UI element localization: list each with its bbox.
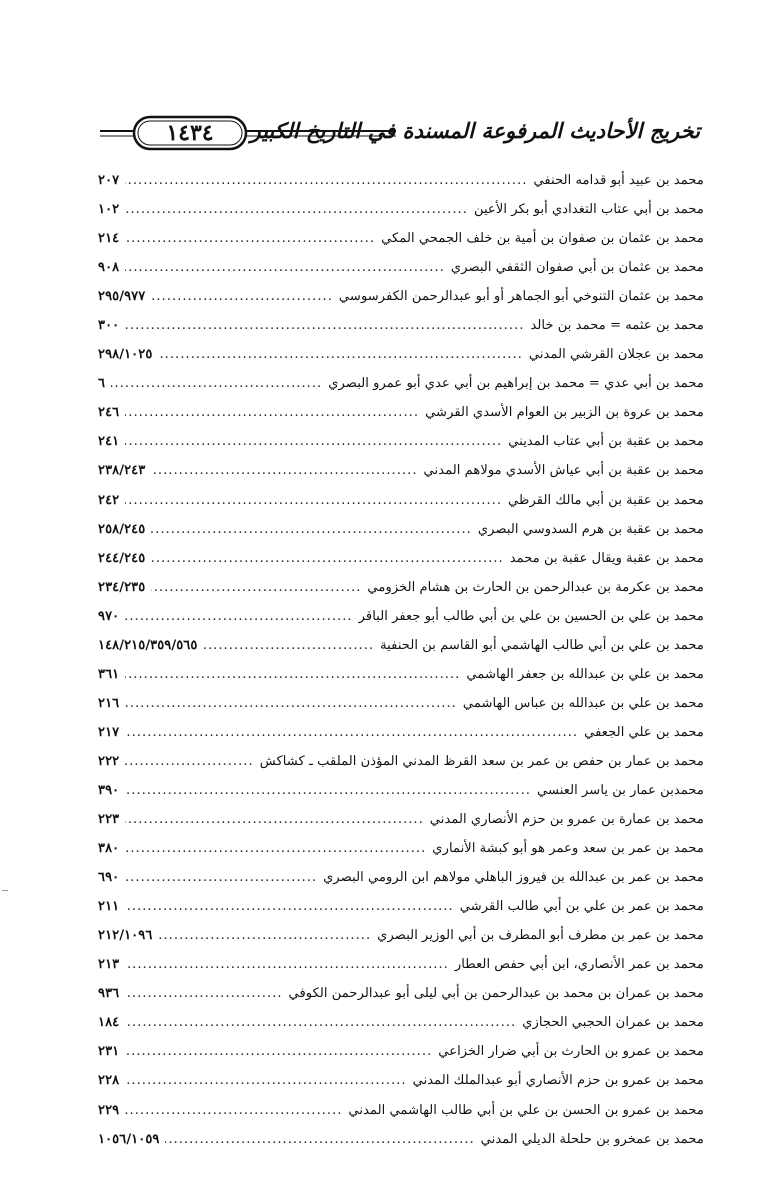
index-entry	[98, 282, 704, 311]
index-entry	[98, 486, 704, 515]
index-entry	[98, 1096, 704, 1125]
entry-name: محمد بن عمران الحجبي الحجازي	[522, 1015, 704, 1031]
entry-references: ٢٠٧	[98, 173, 120, 188]
entry-references: ٢٢٢	[98, 753, 120, 769]
index-entry	[98, 602, 704, 631]
entry-references: ٢٩٨/١٠٢٥	[98, 347, 153, 363]
entry-name: محمد بن عمر بن علي بن أبي طالب القرشي	[459, 899, 704, 915]
dot-leader	[125, 166, 527, 195]
dot-leader	[125, 689, 457, 718]
index-entry	[98, 1125, 704, 1154]
entry-name: محمد بن عجلان القرشي المدني	[528, 347, 704, 363]
entry-references: ١٤٨/٢١٥/٣٥٩/٥٦٥	[98, 637, 198, 653]
entry-references: ٩٠٨	[98, 260, 120, 276]
index-entry	[98, 660, 704, 689]
entry-references: ٦	[98, 376, 106, 392]
dot-leader	[125, 1008, 516, 1037]
entry-references: ١٠٥٦/١٠٥٩	[98, 1131, 160, 1147]
entry-references: ٢٤٢	[98, 492, 120, 508]
entry-name: محمد بن عثمان التنوخي أبو الجماهر أو أبو عبدالرحمن الكفرسوسي	[338, 289, 704, 305]
dot-leader	[125, 979, 282, 1008]
entry-name: محمد بن عمرو بن حزم الأنصاري أبو عبدالملك المدني	[412, 1073, 704, 1089]
entry-name: محمد بن علي بن عبدالله بن جعفر الهاشمي	[466, 666, 704, 682]
dot-leader	[151, 515, 472, 544]
entry-references: ٩٧٠	[98, 608, 120, 624]
entry-references: ٢٩٥/٩٧٧	[98, 289, 146, 305]
entry-references: ٣٦١	[98, 666, 120, 682]
entry-references: ٣٨٠	[98, 841, 120, 857]
margin-mark	[2, 890, 8, 891]
entry-references: ١٨٤	[98, 1015, 120, 1031]
dot-leader	[125, 1037, 432, 1066]
dot-leader	[151, 456, 417, 485]
dot-leader	[125, 834, 426, 863]
page-number-badge	[100, 114, 400, 154]
dot-leader	[151, 573, 361, 602]
dot-leader	[125, 486, 502, 515]
entry-name: محمد بن أبي عتاب التغدادي أبو بكر الأعين	[473, 202, 704, 218]
dot-leader	[125, 195, 468, 224]
dot-leader	[125, 776, 531, 805]
entry-references: ٢٣١	[98, 1044, 120, 1060]
entry-references: ٢٥٨/٢٤٥	[98, 521, 146, 537]
entry-name: محمدبن عمار بن ياسر العنسي	[537, 782, 704, 798]
entry-name: محمد بن عمر بن سعد وعمر هو أبو كبشة الأنماري	[432, 841, 704, 857]
entry-name: محمد بن عمخرو بن حلحلة الديلي المدني	[480, 1131, 704, 1147]
entry-name: محمد بن عثمان بن أبي صفوان الثقفي البصري	[450, 260, 704, 276]
dot-leader	[125, 224, 375, 253]
dot-leader	[125, 1066, 406, 1095]
index-entry	[98, 834, 704, 863]
entry-name: محمد بن عكرمة بن عبدالرحمن بن الحارث بن هشام الخزومي	[367, 579, 704, 595]
index-entry	[98, 950, 704, 979]
dot-leader	[125, 253, 445, 282]
dot-leader	[125, 747, 253, 776]
entry-name: محمد بن أبي عدي = محمد بن إبراهيم بن أبي عدي أبو عمرو البصري	[328, 376, 704, 392]
index-entry	[98, 921, 704, 950]
index-entry	[98, 398, 704, 427]
dot-leader	[125, 1096, 342, 1125]
entry-references: ٢٣٨/٢٤٣	[98, 463, 146, 479]
dot-leader	[125, 863, 317, 892]
index-entry	[98, 689, 704, 718]
entry-references: ٢١٧	[98, 724, 120, 740]
index-entry	[98, 544, 704, 573]
dot-leader	[125, 602, 352, 631]
entry-references: ٢١٣	[98, 957, 120, 973]
entry-name: محمد بن عثمان بن صفوان بن أمية بن خلف الجمحي المكي	[381, 231, 704, 247]
entry-name: محمد بن عثمه = محمد بن خالد	[530, 318, 704, 334]
entry-name: محمد بن عقبة بن أبي عتاب المديني	[508, 434, 704, 450]
dot-leader	[125, 718, 578, 747]
index-entry	[98, 573, 704, 602]
dot-leader	[165, 1125, 474, 1154]
index-entry	[98, 979, 704, 1008]
index-entry	[98, 456, 704, 485]
dot-leader	[151, 282, 333, 311]
entry-name: محمد بن عمرو بن الحسن بن علي بن أبي طالب الهاشمي المدني	[348, 1102, 704, 1118]
index-entry	[98, 369, 704, 398]
entry-references: ٢١٤	[98, 231, 120, 247]
index-entry	[98, 224, 704, 253]
entry-references: ٢٢٣	[98, 812, 120, 828]
entry-name: محمد بن عمارة بن عمرو بن حزم الأنصاري المدني	[429, 812, 704, 828]
dot-leader	[125, 950, 449, 979]
index-entry	[98, 515, 704, 544]
entry-references: ٢١٢/١٠٩٦	[98, 928, 153, 944]
entry-name: محمد بن عقبة ويقال عقبة بن محمد	[509, 550, 704, 566]
entry-name: محمد بن علي بن عبدالله بن عباس الهاشمي	[462, 695, 704, 711]
entry-references: ٢٤٤/٢٤٥	[98, 550, 146, 566]
dot-leader	[125, 660, 460, 689]
entry-name: محمد بن عمر بن عبدالله بن فيروز الباهلي مولاهم ابن الرومي البصري	[323, 870, 704, 886]
entry-references: ٦٩٠	[98, 870, 120, 886]
entry-references: ١٠٢	[98, 202, 120, 218]
entry-references: ٢٤١	[98, 434, 120, 450]
dot-leader	[125, 427, 502, 456]
entry-references: ٩٣٦	[98, 986, 120, 1002]
entry-name: محمد بن عقبة بن أبي مالك القرظي	[508, 492, 704, 508]
index-entry	[98, 805, 704, 834]
entry-name: محمد بن عمران بن محمد بن عبدالرحمن بن أبي ليلى أبو عبدالرحمن الكوفي	[288, 986, 704, 1002]
index-entry	[98, 1066, 704, 1095]
running-title: تخريج الأحاديث المرفوعة المسندة في التاريخ الكبير	[250, 118, 700, 143]
dot-leader	[203, 631, 374, 660]
index-entry	[98, 892, 704, 921]
page-number: ١٤٣٤	[166, 120, 214, 146]
index-entry	[98, 776, 704, 805]
entry-name: محمد بن علي بن الحسين بن علي بن أبي طالب أبو جعفر الباقر	[358, 608, 704, 624]
index-entry	[98, 863, 704, 892]
entry-name: محمد بن عقبة بن هرم السدوسي البصري	[477, 521, 704, 537]
index-entry	[98, 195, 704, 224]
entry-name: محمد بن عمر بن مطرف أبو المطرف بن أبي الوزير البصري	[377, 928, 704, 944]
entry-references: ٢١١	[98, 899, 120, 915]
entry-name: محمد بن عقبة بن أبي عياش الأسدي مولاهم المدني	[423, 463, 704, 479]
page-header	[100, 112, 700, 160]
dot-leader	[125, 805, 424, 834]
entry-references: ٢٤٦	[98, 405, 120, 421]
entry-name: محمد بن علي الجعفي	[584, 724, 704, 740]
index-entry	[98, 427, 704, 456]
entry-name: محمد بن عمرو بن الحارث بن أبي ضرار الخزاعي	[438, 1044, 704, 1060]
entry-references: ٢٣٤/٢٣٥	[98, 579, 146, 595]
entry-references: ٢١٦	[98, 695, 120, 711]
entry-name: محمد بن علي بن أبي طالب الهاشمي أبو القاسم بن الحنفية	[380, 637, 704, 653]
index-entry	[98, 166, 704, 195]
dot-leader	[111, 369, 322, 398]
index-entry	[98, 1008, 704, 1037]
index-entry	[98, 311, 704, 340]
entry-name: محمد بن عمار بن حفص بن عمر بن سعد القرظ المدني المؤذن الملقب ـ كشاكش	[259, 753, 704, 769]
entry-references: ٣٠٠	[98, 318, 120, 334]
index-entry	[98, 631, 704, 660]
index-entry	[98, 253, 704, 282]
dot-leader	[158, 340, 522, 369]
entry-references: ٣٩٠	[98, 782, 120, 798]
entry-references: ٢٢٩	[98, 1102, 120, 1118]
dot-leader	[125, 311, 524, 340]
index-entry	[98, 747, 704, 776]
index-entry	[98, 1037, 704, 1066]
dot-leader	[125, 892, 453, 921]
index-list	[98, 166, 704, 1154]
entry-name: محمد بن عمر الأنصاري، ابن أبي حفص العطار	[454, 957, 704, 973]
entry-name: محمد بن عروة بن الزبير بن العوام الأسدي القرشي	[425, 405, 704, 421]
index-entry	[98, 340, 704, 369]
entry-references: ٢٢٨	[98, 1073, 120, 1089]
index-entry	[98, 718, 704, 747]
dot-leader	[125, 398, 419, 427]
entry-name: محمد بن عبيد أبو قدامه الحنفي	[533, 173, 704, 188]
dot-leader	[158, 921, 371, 950]
dot-leader	[151, 544, 503, 573]
